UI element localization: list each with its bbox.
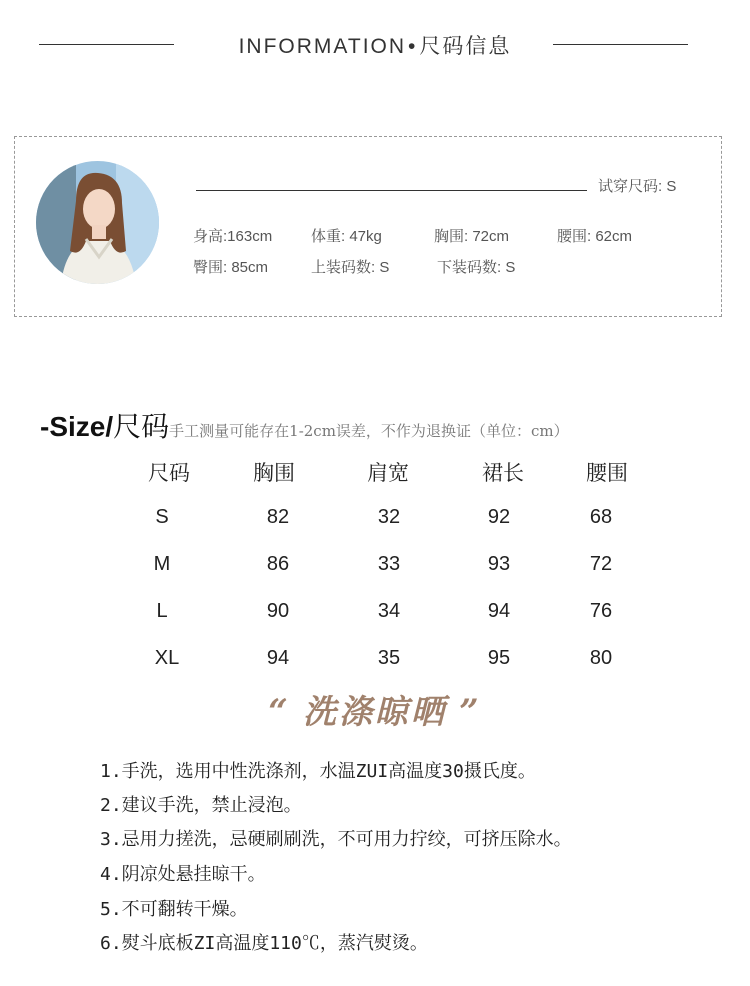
close-quote: ” — [459, 692, 482, 732]
table-cell: 90 — [266, 600, 290, 622]
column-header-length: 裙长 — [482, 462, 524, 485]
model-bottom-size: 下装码数: S — [437, 259, 516, 276]
open-quote: “ — [268, 692, 291, 732]
care-item-3: 3.忌用力搓洗，忌硬刷刷洗，不可用力拧绞，可挤压除水。 — [100, 829, 572, 850]
care-item-6: 6.熨斗底板ZI高温度110℃，蒸汽熨烫。 — [100, 933, 428, 954]
model-top-size: 上装码数: S — [311, 259, 390, 276]
model-avatar — [36, 161, 159, 284]
model-waist: 腰围: 62cm — [557, 228, 633, 245]
table-cell: 35 — [377, 647, 401, 669]
care-item-1: 1.手洗，选用中性洗涤剂，水温ZUI高温度30摄氏度。 — [100, 761, 536, 782]
table-cell: 92 — [487, 506, 511, 528]
page-title — [0, 30, 750, 60]
size-note: 手工测量可能存在1-2cm误差，不作为退换证（单位：cm） — [169, 422, 569, 440]
size-section-title — [40, 405, 569, 445]
table-cell: 80 — [589, 647, 613, 669]
model-hip: 臀围: 85cm — [193, 259, 269, 276]
table-cell: 94 — [266, 647, 290, 669]
table-cell: 93 — [487, 553, 511, 575]
model-height: 身高:163cm — [193, 228, 273, 245]
table-cell: L — [156, 600, 168, 622]
wash-section-title — [0, 686, 750, 733]
model-bust: 胸围: 72cm — [434, 228, 510, 245]
care-item-2: 2.建议手洗，禁止浸泡。 — [100, 795, 302, 816]
table-cell: 72 — [589, 553, 613, 575]
size-title-en: -Size/ — [40, 411, 114, 442]
size-title-cn: 尺码 — [113, 411, 170, 442]
table-cell: 82 — [266, 506, 290, 528]
table-cell: 95 — [487, 647, 511, 669]
title-separator: • — [408, 35, 418, 58]
model-divider — [196, 190, 587, 191]
care-item-5: 5.不可翻转干燥。 — [100, 899, 248, 920]
model-weight: 体重: 47kg — [311, 228, 382, 245]
column-header-shoulder: 肩宽 — [367, 462, 409, 485]
table-cell: 76 — [589, 600, 613, 622]
title-cn: 尺码信息 — [419, 35, 512, 58]
table-cell: M — [153, 553, 171, 575]
column-header-size: 尺码 — [148, 462, 190, 485]
table-cell: XL — [154, 647, 180, 669]
table-cell: 34 — [377, 600, 401, 622]
column-header-bust: 胸围 — [253, 462, 295, 485]
model-photo-icon — [36, 161, 159, 284]
table-cell: 86 — [266, 553, 290, 575]
trial-size: 试穿尺码: S — [598, 178, 677, 195]
table-cell: S — [155, 506, 169, 528]
care-item-4: 4.阴凉处悬挂晾干。 — [100, 864, 266, 885]
title-en: INFORMATION — [238, 35, 407, 58]
table-cell: 33 — [377, 553, 401, 575]
table-cell: 68 — [589, 506, 613, 528]
column-header-waist: 腰围 — [586, 462, 628, 485]
table-cell: 94 — [487, 600, 511, 622]
wash-title-text: 洗涤晾晒 — [303, 693, 447, 730]
table-cell: 32 — [377, 506, 401, 528]
